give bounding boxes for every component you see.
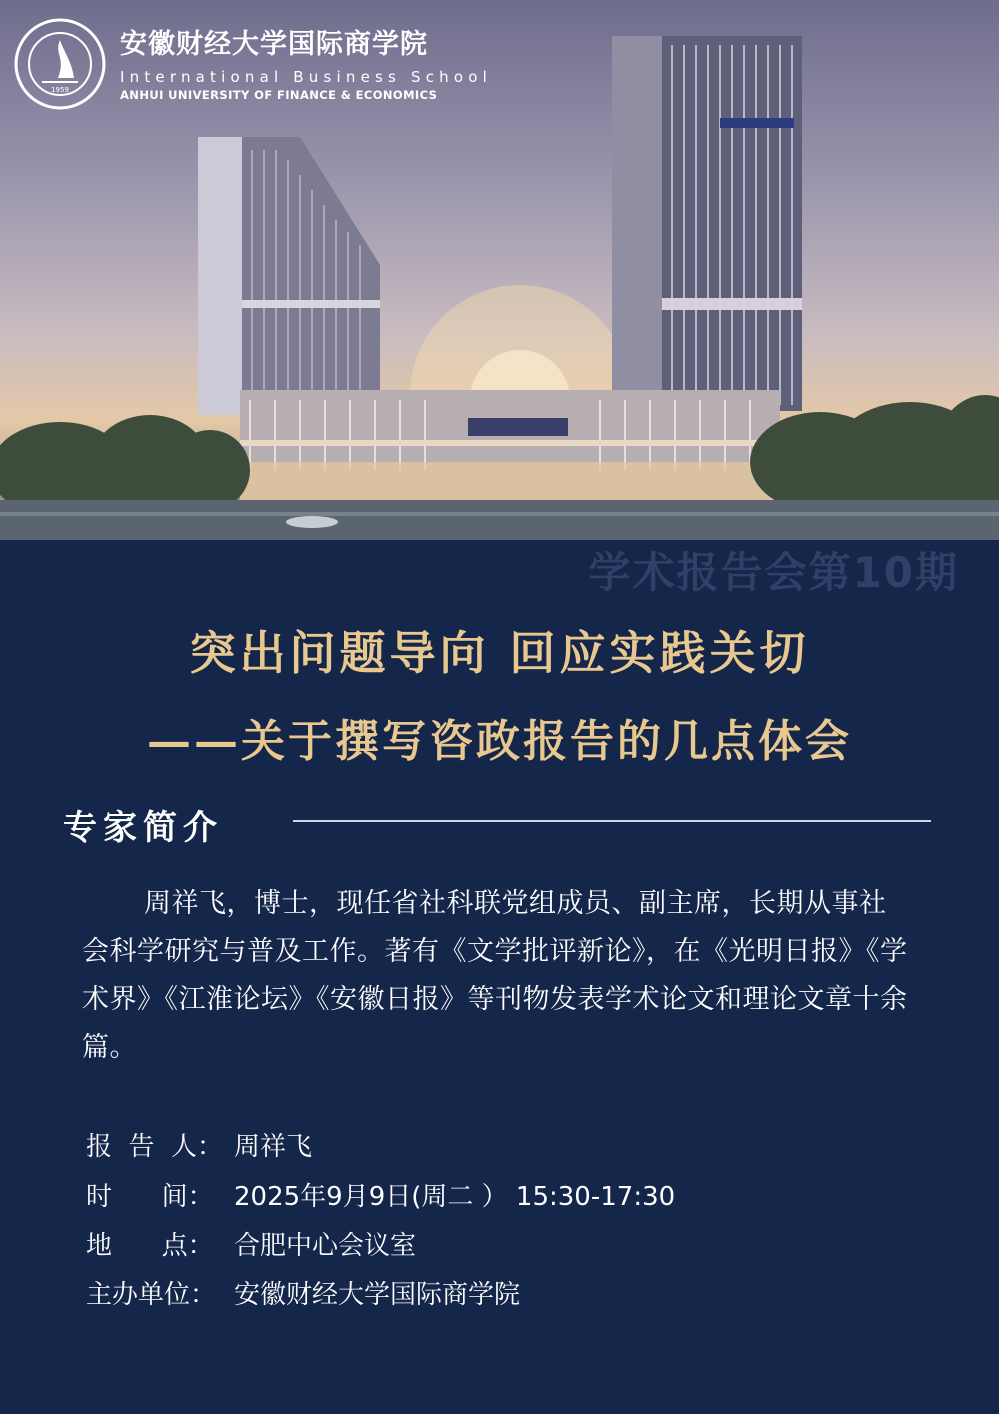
school-name-chinese: 安徽财经大学国际商学院 — [120, 29, 428, 60]
report-title: 突出问题导向 回应实践关切 — [189, 626, 810, 680]
info-label: 主办单位： — [86, 1280, 217, 1310]
expert-bio: 周祥飞，博士，现任省社科联党组成员、副主席，长期从事社会科学研究与普及工作。著有《文学批评新论》，在《光明日报》《学术界》《江淮论坛》《安徽日报》等刊物发表学术论文和理论文章十余篇。 — [82, 888, 908, 1063]
school-name-english: International Business School — [120, 68, 493, 86]
info-label: 报 告 人： — [86, 1132, 224, 1162]
university-seal-logo — [14, 18, 106, 110]
info-value: 周祥飞 — [234, 1132, 313, 1162]
university-name-english: ANHUI UNIVERSITY OF FINANCE & ECONOMICS — [120, 88, 438, 102]
campus-building-photo — [0, 0, 999, 540]
info-row-speaker — [86, 1126, 312, 1163]
info-label: 时 间： — [86, 1182, 214, 1212]
info-value: 合肥中心会议室 — [234, 1231, 417, 1261]
report-subtitle: ——关于撰写咨政报告的几点体会 — [147, 716, 852, 767]
section-divider — [293, 820, 931, 822]
series-label: 学术报告会第10期 — [588, 548, 959, 597]
info-row-organizer — [86, 1274, 520, 1311]
svg-text:1959: 1959 — [51, 86, 69, 94]
info-row-time — [86, 1176, 675, 1213]
info-label: 地 点： — [86, 1231, 214, 1261]
section-title-expert-intro: 专家简介 — [63, 808, 223, 848]
info-value: 2025年9月9日(周二 ） 15:30-17:30 — [234, 1182, 676, 1212]
info-value: 安徽财经大学国际商学院 — [234, 1280, 521, 1310]
info-row-location — [86, 1225, 416, 1262]
